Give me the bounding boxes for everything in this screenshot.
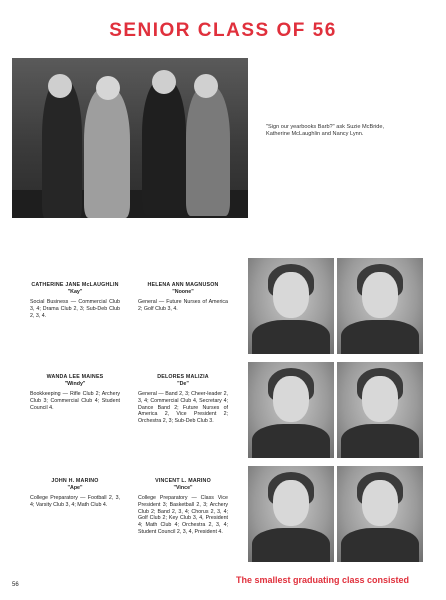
portrait-face: [362, 272, 398, 318]
photo-figure: [42, 80, 82, 218]
senior-name: HELENA ANN MAGNUSON: [147, 282, 219, 288]
senior-portrait: [248, 258, 334, 354]
senior-activities: General — Future Nurses of America 2; Golf Club 3, 4.: [138, 299, 228, 312]
photo-head: [48, 74, 72, 98]
photo-head: [152, 70, 176, 94]
portrait-face: [362, 376, 398, 422]
senior-activities: College Preparatory — Class Vice President 3; Basketball 2, 3; Archery Club 2; Band 2, 3, 4; Chorus 2, 3, 4; Golf Club 2; Key Club 3, 4, President 4; Math Club 4; Orchestra 2, 3, 4; Student Council 2, 3, 4, President 4.: [138, 495, 228, 535]
portrait-face: [273, 376, 309, 422]
portrait-body: [252, 528, 330, 562]
senior-nickname: "Noone": [172, 289, 194, 295]
photo-figure: [84, 88, 130, 218]
senior-entry: [30, 478, 120, 509]
senior-nickname: "Kay": [67, 289, 83, 295]
senior-portrait: [337, 466, 423, 562]
senior-portrait: [337, 362, 423, 458]
portrait-face: [273, 480, 309, 526]
senior-nickname: "De": [177, 381, 189, 387]
senior-entry: [30, 374, 120, 411]
senior-name: WANDA LEE MAINES: [46, 374, 104, 380]
photo-caption: "Sign our yearbooks Barb?" ask Suzie McBride, Katherine McLaughlin and Nancy Lynn.: [266, 124, 385, 138]
portrait-body: [252, 320, 330, 354]
senior-entry: [138, 374, 228, 425]
senior-activities: College Preparatory — Football 2, 3, 4; Varsity Club 3, 4; Math Club 4.: [30, 495, 120, 508]
page-title: SENIOR CLASS OF 56: [109, 20, 337, 41]
senior-name: VINCENT L. MARINO: [155, 478, 211, 484]
photo-head: [194, 74, 218, 98]
photo-figure: [186, 86, 230, 216]
photo-figure: [142, 80, 186, 215]
senior-activities: General — Band 2, 3; Cheer-leader 2, 3, 4; Commercial Club 4, Secretary 4; Dance Band 2; Future Nurses of America 2, Vice President 2; Orchestra 2, 3; Sub-Deb Club 3.: [138, 391, 228, 425]
continued-text: The smallest graduating class consisted: [236, 575, 410, 585]
senior-portrait: [248, 466, 334, 562]
senior-entry: [138, 478, 228, 536]
senior-entry: [138, 282, 228, 313]
candid-group-photo: [12, 58, 248, 218]
senior-name: DELORES MALIZIA: [157, 374, 209, 380]
portrait-body: [252, 424, 330, 458]
portrait-body: [341, 528, 419, 562]
page-number: 56: [12, 582, 19, 588]
senior-activities: Bookkeeping — Rifle Club 2; Archery Club 3; Commercial Club 4; Student Council 4.: [30, 391, 120, 411]
senior-portrait: [337, 258, 423, 354]
portrait-body: [341, 320, 419, 354]
photo-head: [96, 76, 120, 100]
portrait-face: [362, 480, 398, 526]
senior-portrait: [248, 362, 334, 458]
portrait-face: [273, 272, 309, 318]
portrait-body: [341, 424, 419, 458]
senior-activities: Social Business — Commercial Club 3, 4; Drama Club 2, 3; Sub-Deb Club 2, 3, 4.: [30, 299, 120, 319]
senior-nickname: "Ape": [67, 485, 83, 491]
senior-nickname: "Vince": [173, 485, 193, 491]
senior-name: JOHN H. MARINO: [51, 478, 99, 484]
senior-nickname: "Windy": [64, 381, 86, 387]
senior-name: CATHERINE JANE McLAUGHLIN: [31, 282, 119, 288]
senior-entry: [30, 282, 120, 319]
